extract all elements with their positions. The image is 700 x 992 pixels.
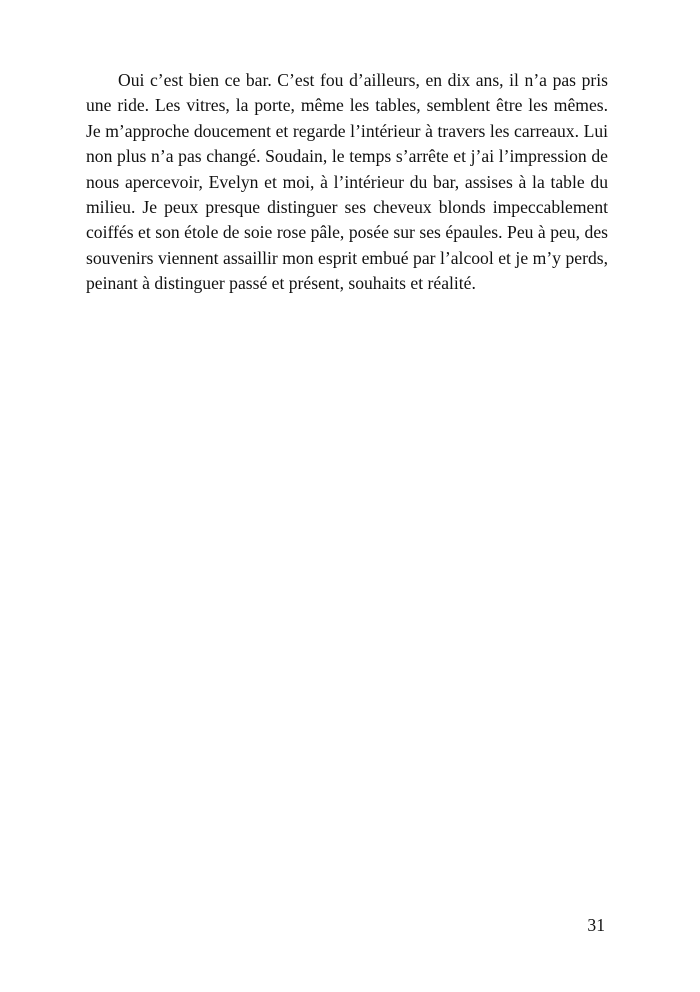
body-paragraph: Oui c’est bien ce bar. C’est fou d’ailleurs, en dix ans, il n’a pas pris une ride. Les vitres, la porte, même les tables, semblent être les mêmes. Je m’approche doucement et regarde l’intérieur à travers les carreaux. Lui non plus n’a pas changé. Soudain, le temps s’arrête et j’ai l’impression de nous apercevoir, Evelyn et moi, à l’intérieur du bar, assises à la table du milieu. Je peux presque distinguer ses cheveux blonds impeccablement coiffés et son étole de soie rose pâle, posée sur ses épaules. Peu à peu, des souvenirs viennent assaillir mon esprit embué par l’alcool et je m’y perds, peinant à distinguer passé et présent, souhaits et réalité. bbox=[86, 70, 608, 294]
page-number: 31 bbox=[587, 915, 605, 935]
